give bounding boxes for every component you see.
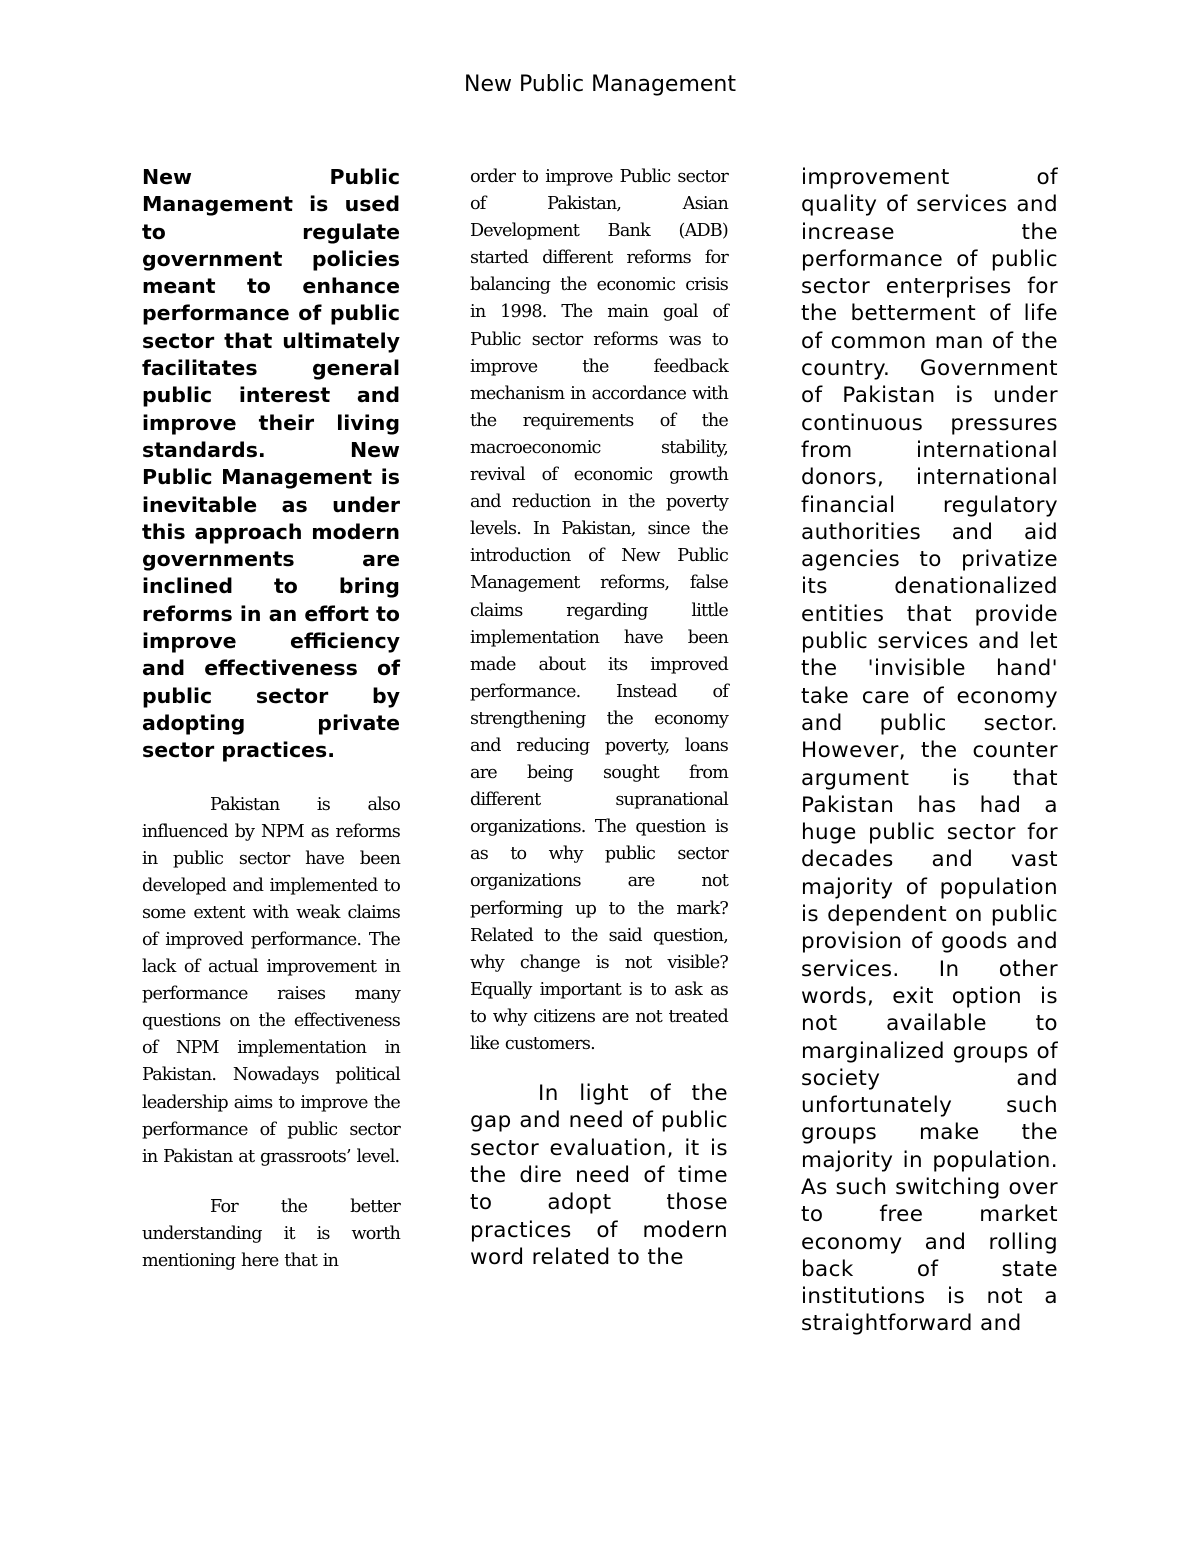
paragraph-adb-reforms: order to improve Public sector of Pakistan, Asian Development Bank (ADB) started different reforms for balancing the economic crisis in 1998. The main goal of Public sector reforms was to improve the feedback mechanism in accordance with the requirements of the macroeconomic stability, revival of economic growth and reduction in the poverty levels. In Pakistan, since the introduction of New Public Management reforms, false claims regarding little implementation have been made about its improved performance. Instead of strengthening the economy and reducing poverty, loans are being sought from different supranational organizations. The question is as to why public sector organizations are not performing up to the mark? Related to the said question, why change is not visible? Equally important is to ask as to why citizens are not treated like customers. — [470, 167, 728, 1054]
paragraph-light-of-gap: In light of the gap and need of public sector evaluation, it is the dire need of time to adopt those practices of modern word related to the — [470, 1081, 728, 1270]
paragraph-pakistan-npm: Pakistan is also influenced by NPM as reforms in public sector have been developed and implemented to some extent with weak claims of improved performance. The lack of actual improvement in performance raises many questions on the effectiveness of NPM implementation in Pakistan. Nowadays political leadership aims to improve the performance of public sector in Pakistan at grassroots’ level. — [142, 794, 400, 1167]
text-column-1 — [142, 164, 400, 1275]
paragraph-improvement-quality: improvement of quality of services and increase the performance of public sector enterprises for the betterment of life of common man of the country. Government of Pakistan is under continuous pressures from international donors, international financial regulatory authorities and aid agencies to privatize its denationalized entities that provide public services and let the 'invisible hand' take care of economy and public sector. However, the counter argument is that Pakistan has had a huge public sector for decades and vast majority of population is dependent on public provision of goods and services. In other words, exit option is not available to marginalized groups of society and unfortunately such groups make the majority in population. As such switching over to free market economy and rolling back of state institutions is not a straightforward and — [801, 165, 1058, 1337]
text-column-3 — [801, 164, 1058, 1338]
page-title: New Public Management — [463, 72, 736, 97]
text-column-2 — [470, 164, 728, 1271]
paragraph-better-understanding: For the better understanding it is worth mentioning here that in — [142, 1196, 400, 1272]
paragraph-npm-definition: New Public Management is used to regulate government policies meant to enhance performance of public sector that ultimately facilitates general public interest and improve their living standards. New Public Management is inevitable as under this approach modern governments are inclined to bring reforms in an effort to improve efficiency and effectiveness of public sector by adopting private sector practices. — [142, 165, 400, 763]
